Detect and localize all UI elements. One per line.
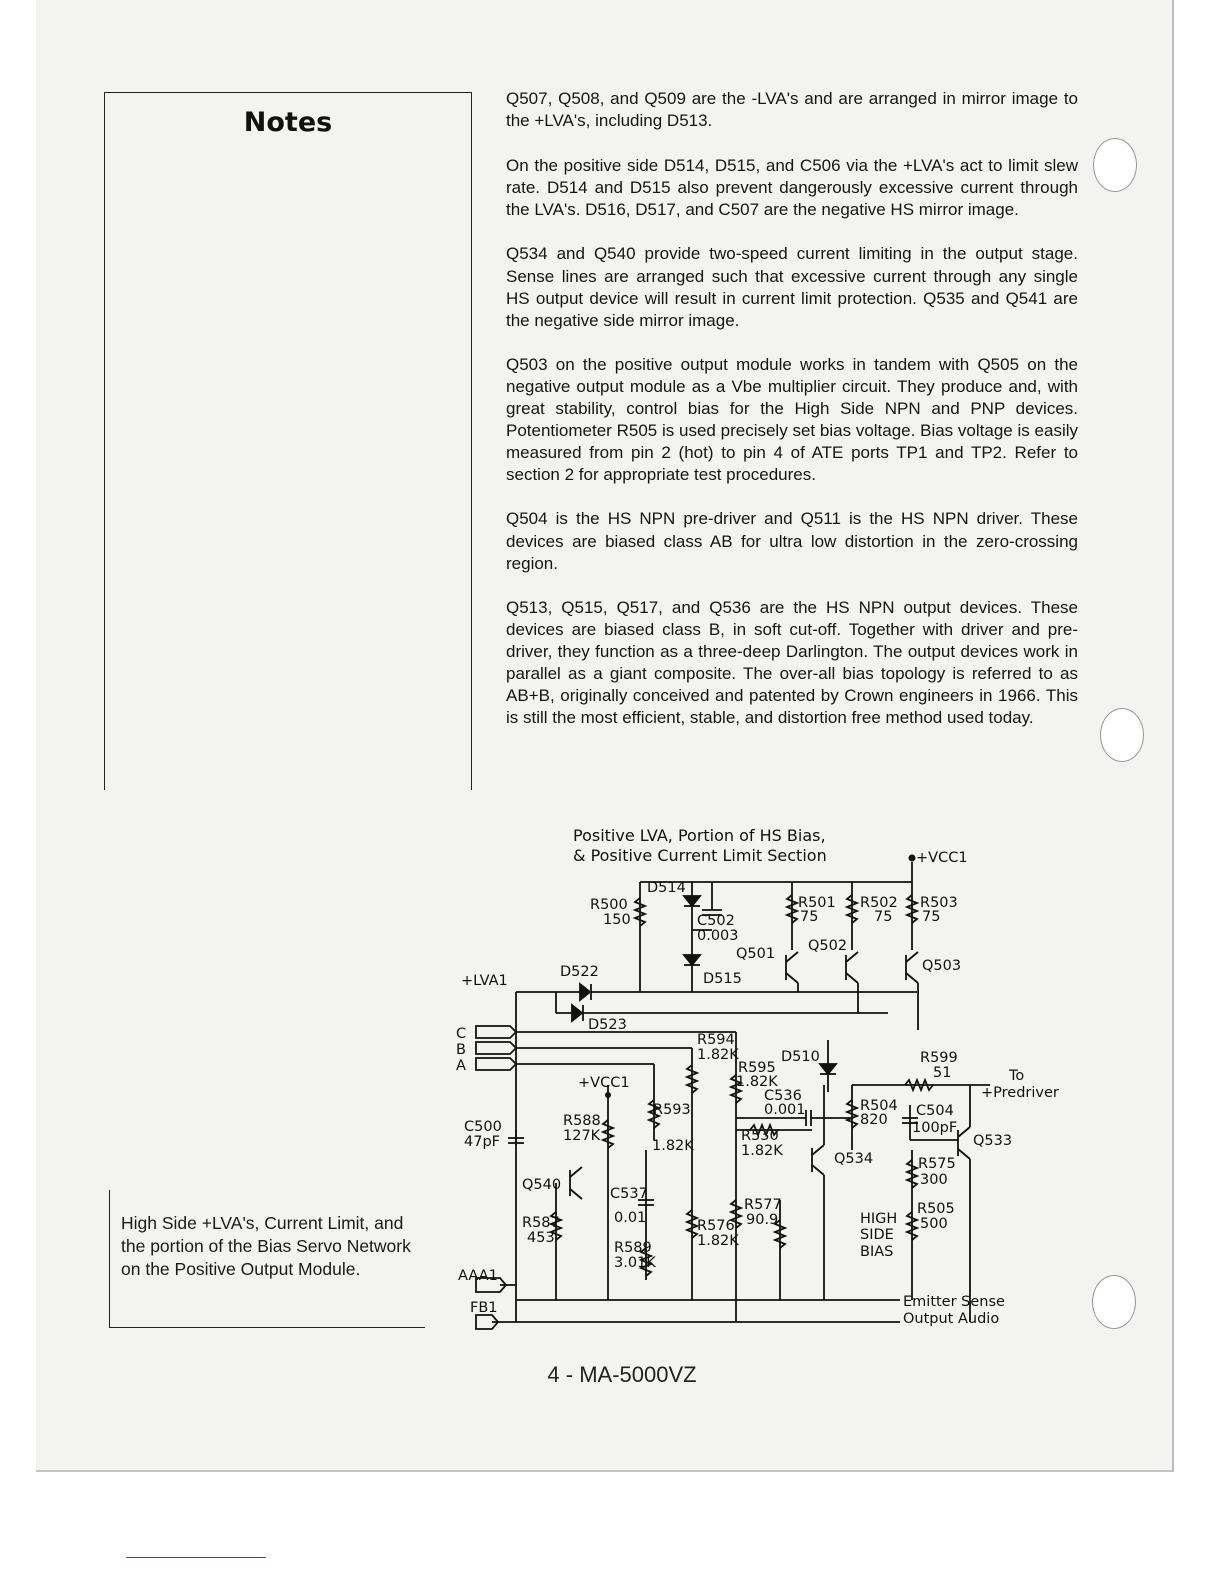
label-side: SIDE: [860, 1227, 894, 1243]
label-r588-value: 127K: [563, 1128, 601, 1144]
label-q501: Q501: [736, 946, 776, 962]
label-r599: R599: [920, 1050, 958, 1066]
label-q503: Q503: [922, 958, 962, 974]
label-r500-value: 150: [603, 912, 631, 928]
label-r504: R504: [860, 1098, 898, 1114]
label-r594-value: 1.82K: [697, 1047, 739, 1063]
label-r599-value: 51: [933, 1065, 952, 1081]
label-b: B: [456, 1042, 466, 1058]
label-r593: R593: [653, 1102, 691, 1118]
label-r577-value: 90.9: [746, 1212, 779, 1228]
label-c500: C500: [464, 1119, 502, 1135]
label-r502: R502: [860, 895, 898, 911]
label-r576-value: 1.82K: [697, 1233, 739, 1249]
label-r587-value: 453: [527, 1230, 555, 1246]
label-r575-value: 300: [920, 1172, 948, 1188]
label-vcc1-mid: +VCC1: [578, 1075, 630, 1091]
label-r504-value: 820: [860, 1112, 888, 1128]
label-c502: C502: [697, 913, 735, 929]
label-d514: D514: [647, 880, 686, 896]
paragraph-slew-rate: On the positive side D514, D515, and C506 via the +LVA's act to limit slew rate. D514 and D515 also prevent dangerously excessive current through the LVA's. D516, D517, and C507 are the negative HS mirror image.: [506, 156, 1078, 220]
label-lva1: +LVA1: [461, 973, 508, 989]
label-r595-value: 1.82K: [736, 1074, 778, 1090]
label-a: A: [456, 1058, 466, 1074]
page-footer: 4 - MA-5000VZ: [547, 1362, 697, 1387]
label-q502: Q502: [808, 938, 848, 954]
label-r503: R503: [920, 895, 958, 911]
label-q533: Q533: [973, 1133, 1013, 1149]
label-r589-value: 3.01K: [614, 1255, 656, 1271]
label-q540: Q540: [522, 1177, 562, 1193]
label-r500: R500: [590, 897, 628, 913]
label-r593-value: 1.82K: [652, 1138, 694, 1154]
label-r576: R576: [697, 1218, 735, 1234]
figure-caption: High Side +LVA's, Current Limit, and the portion of the Bias Servo Network on the Positive Output Module.: [121, 1213, 411, 1279]
label-r588: R588: [563, 1113, 601, 1129]
label-r530-value: 1.82K: [741, 1143, 783, 1159]
label-c: C: [456, 1026, 467, 1042]
label-r577: R577: [744, 1197, 782, 1213]
scan-edge-line: [126, 1557, 266, 1558]
label-r502-value: 75: [874, 909, 893, 925]
paragraph-bias: Q503 on the positive output module works in tandem with Q505 on the negative output module as a Vbe multiplier circuit. They produce and, with great stability, control bias for the High Side NPN and PNP devices. Potentiometer R505 is used precisely set bias voltage. Bias voltage is easily measured from pin 2 (hot) to pin 4 of ATE ports TP1 and TP2. Refer to section 2 for appropriate test procedures.: [506, 354, 1078, 485]
label-r530: R530: [741, 1128, 779, 1144]
label-c504-value: 100pF: [912, 1120, 958, 1136]
label-r575: R575: [918, 1156, 956, 1172]
schematic-title-2: & Positive Current Limit Section: [573, 846, 827, 865]
notes-title: Notes: [243, 107, 333, 138]
label-r589: R589: [614, 1240, 652, 1256]
label-d510: D510: [781, 1049, 820, 1065]
label-fb1: FB1: [470, 1300, 498, 1316]
label-high: HIGH: [860, 1211, 898, 1227]
paragraph-current-limit: Q534 and Q540 provide two-speed current limiting in the output stage. Sense lines are arranged such that excessive current through any single HS output device will result in current limit protection. Q535 and Q541 are the negative side mirror image.: [506, 244, 1078, 330]
label-predriver: +Predriver: [981, 1085, 1059, 1101]
label-c504: C504: [916, 1103, 954, 1119]
label-c536: C536: [764, 1088, 802, 1104]
label-c537: C537: [610, 1186, 648, 1202]
label-r587: R587: [522, 1215, 560, 1231]
label-d523: D523: [588, 1017, 627, 1033]
label-output-audio: Output Audio: [903, 1311, 1000, 1327]
label-bias: BIAS: [860, 1244, 894, 1260]
label-aaa1: AAA1: [458, 1268, 498, 1284]
label-r594: R594: [697, 1032, 735, 1048]
label-emitter-sense: Emitter Sense: [903, 1294, 1005, 1310]
label-vcc1-top: +VCC1: [916, 850, 968, 866]
label-to: To: [1009, 1068, 1025, 1084]
schematic-title-1: Positive LVA, Portion of HS Bias,: [573, 826, 826, 845]
label-q534: Q534: [834, 1151, 874, 1167]
label-r501-value: 75: [800, 909, 819, 925]
label-c500-value: 47pF: [464, 1134, 500, 1150]
label-c536-value: 0.001: [764, 1102, 806, 1118]
label-r503-value: 75: [922, 909, 941, 925]
paragraph-predriver: Q504 is the HS NPN pre-driver and Q511 is the HS NPN driver. These devices are biased class AB for ultra low distortion in the zero-crossing region.: [506, 509, 1078, 573]
paragraph-output-devices: Q513, Q515, Q517, and Q536 are the HS NPN output devices. These devices are biased class B, in soft cut-off. Together with driver and pre-driver, they function as a three-deep Darlington. The output devices work in parallel as a giant composite. The over-all bias topology is referred to as AB+B, originally conceived and patented by Crown engineers in 1966. This is still the most efficient, stable, and distortion free method used today.: [506, 597, 1078, 728]
label-r505: R505: [917, 1201, 955, 1217]
label-d522: D522: [560, 964, 599, 980]
label-d515: D515: [703, 971, 742, 987]
label-c537-value: 0.01: [614, 1210, 647, 1226]
label-r501: R501: [798, 895, 836, 911]
label-c502-value: 0.003: [697, 928, 739, 944]
label-r505-value: 500: [920, 1216, 948, 1232]
label-r595: R595: [738, 1060, 776, 1076]
paragraph-lva: Q507, Q508, and Q509 are the -LVA's and are arranged in mirror image to the +LVA's, including D513.: [506, 89, 1078, 131]
